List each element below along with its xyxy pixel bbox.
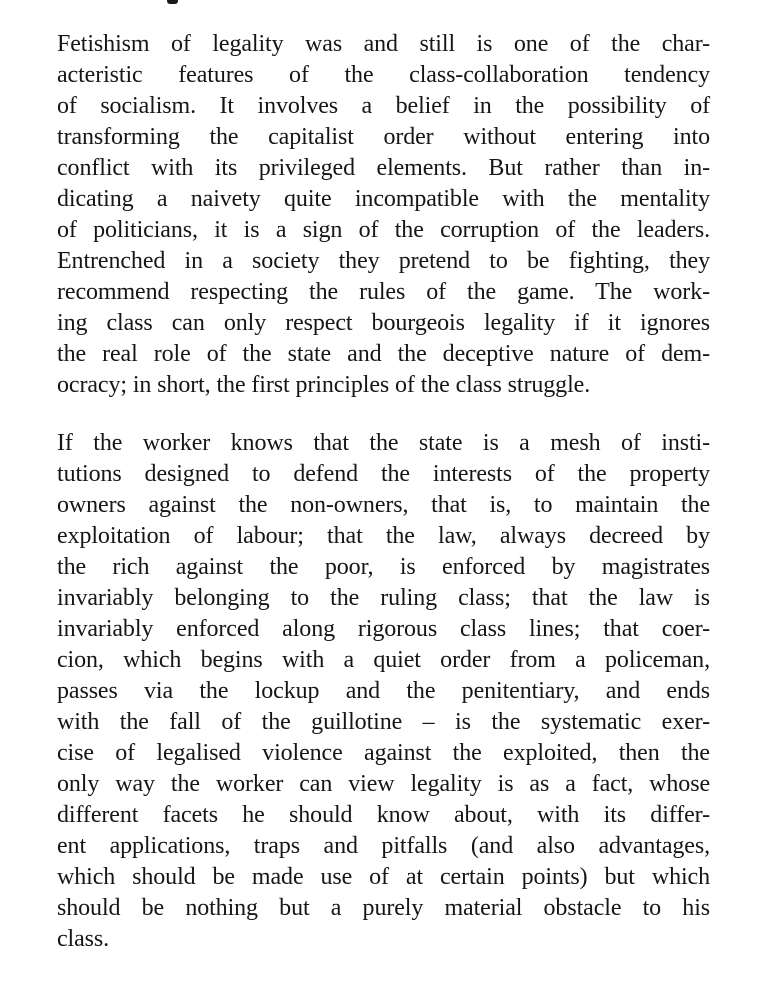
text-line: exploitation of labour; that the law, always decreed by — [57, 523, 710, 549]
text-line: Entrenched in a society they pretend to be fighting, they — [57, 248, 710, 274]
text-line: acteristic features of the class-collaboration tendency — [57, 62, 710, 88]
text-line: of politicians, it is a sign of the corruption of the leaders. — [57, 217, 710, 243]
cropped-line-descender-fragment — [167, 0, 178, 4]
text-line: dicating a naivety quite incompatible with the mentality — [57, 186, 710, 212]
text-line: recommend respecting the rules of the game. The work- — [57, 279, 710, 305]
text-line: should be nothing but a purely material obstacle to his — [57, 895, 710, 921]
text-line: which should be made use of at certain points) but which — [57, 864, 710, 890]
body-text — [57, 29, 710, 982]
text-line: owners against the non-owners, that is, to maintain the — [57, 492, 710, 518]
text-line: If the worker knows that the state is a mesh of insti- — [57, 430, 710, 456]
text-line: Fetishism of legality was and still is one of the char- — [57, 31, 710, 57]
text-line: the rich against the poor, is enforced by magistrates — [57, 554, 710, 580]
text-line: invariably enforced along rigorous class lines; that coer- — [57, 616, 710, 642]
text-line: the real role of the state and the deceptive nature of dem- — [57, 341, 710, 367]
paragraph-1 — [57, 29, 710, 401]
text-line: ent applications, traps and pitfalls (and also advantages, — [57, 833, 710, 859]
text-line: invariably belonging to the ruling class; that the law is — [57, 585, 710, 611]
text-line: cion, which begins with a quiet order from a policeman, — [57, 647, 710, 673]
text-line: tutions designed to defend the interests of the property — [57, 461, 710, 487]
text-line: class. — [57, 926, 110, 952]
paragraph-2 — [57, 428, 710, 955]
text-line: ing class can only respect bourgeois legality if it ignores — [57, 310, 710, 336]
text-line: with the fall of the guillotine – is the systematic exer- — [57, 709, 710, 735]
text-line: ocracy; in short, the first principles of the class struggle. — [57, 372, 591, 398]
text-line: transforming the capitalist order without entering into — [57, 124, 710, 150]
text-line: conflict with its privileged elements. But rather than in- — [57, 155, 710, 181]
text-line: different facets he should know about, with its differ- — [57, 802, 710, 828]
text-line: of socialism. It involves a belief in the possibility of — [57, 93, 710, 119]
text-line: passes via the lockup and the penitentiary, and ends — [57, 678, 710, 704]
text-line: cise of legalised violence against the exploited, then the — [57, 740, 710, 766]
text-line: only way the worker can view legality is as a fact, whose — [57, 771, 710, 797]
